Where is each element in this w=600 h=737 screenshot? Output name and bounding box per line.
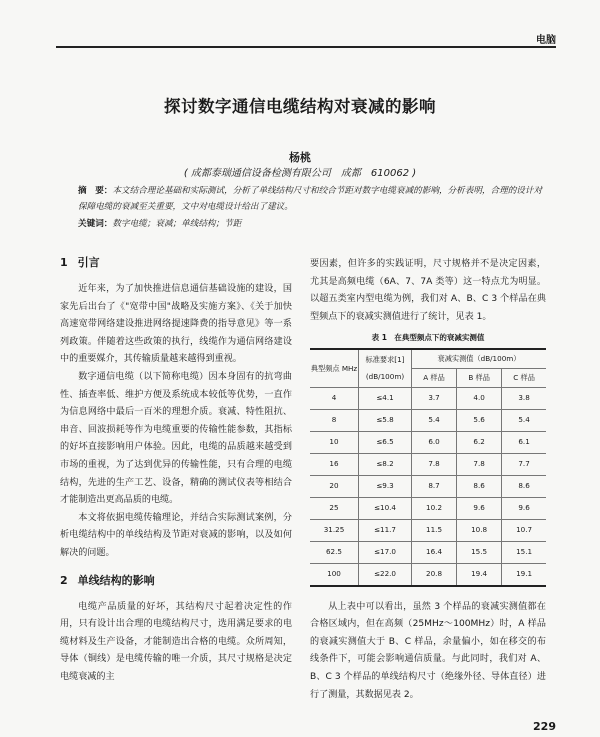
- cell-standard: ≤11.7: [359, 519, 412, 541]
- table-row: [310, 453, 546, 475]
- cell-sample-c: 5.4: [502, 409, 546, 431]
- col-header-sample-c: C 样品: [502, 368, 546, 387]
- running-head: 电脑: [536, 35, 556, 46]
- cell-frequency: 16: [310, 453, 359, 475]
- cell-standard: ≤8.2: [359, 453, 412, 475]
- analysis-paragraph: 从上表中可以看出，虽然 3 个样品的衰减实测值都在合格区域内，但在高频（25MHz～100MHz）时，A 样品的衰减实测值大于 B、C 样品，余量偏小，如在移交的布线条件下，可能会影响通信质量。与此同时，我们对 A、B、C 3 个样品的单线结构尺寸（绝缘外径、导体直径）进行了测量，其数据见表 2。: [310, 601, 546, 700]
- cell-sample-b: 6.2: [457, 431, 502, 453]
- table-row: [310, 475, 546, 497]
- col-header-frequency: 典型频点 MHz: [310, 349, 359, 387]
- author-name: 杨桃: [289, 151, 311, 164]
- cell-sample-b: 15.5: [457, 541, 502, 563]
- cell-frequency: 4: [310, 387, 359, 409]
- cell-standard: ≤9.3: [359, 475, 412, 497]
- section-heading-intro: [60, 255, 292, 271]
- cell-sample-c: 8.6: [502, 475, 546, 497]
- cell-sample-c: 19.1: [502, 563, 546, 586]
- page-number: 229: [533, 720, 556, 733]
- cell-sample-a: 16.4: [412, 541, 457, 563]
- cell-sample-c: 7.7: [502, 453, 546, 475]
- cell-frequency: 20: [310, 475, 359, 497]
- table-row: [310, 563, 546, 586]
- table-row: [310, 409, 546, 431]
- intro-paragraph: 近年来，为了加快推进信息通信基础设施的建设，国家先后出台了《"宽带中国"战略及实施方案》、《关于加快高速宽带网络建设推进网络提速降费的指导意见》等一系列政策。伴随着这些政策的执行，线缆作为通信网络建设中的重要媒介，其传输质量越来越得到重视。: [60, 284, 292, 365]
- cell-sample-b: 7.8: [457, 453, 502, 475]
- cell-sample-a: 7.8: [412, 453, 457, 475]
- cell-sample-c: 9.6: [502, 497, 546, 519]
- cell-sample-c: 6.1: [502, 431, 546, 453]
- cell-sample-b: 10.8: [457, 519, 502, 541]
- cell-standard: ≤4.1: [359, 387, 412, 409]
- section-number: 2: [60, 573, 68, 587]
- cell-sample-b: 19.4: [457, 563, 502, 586]
- cell-frequency: 8: [310, 409, 359, 431]
- cell-standard: ≤22.0: [359, 563, 412, 586]
- paper-title: 探讨数字通信电缆结构对衰减的影响: [164, 97, 436, 116]
- cell-sample-a: 20.8: [412, 563, 457, 586]
- abstract-label: 摘 要：: [78, 186, 113, 196]
- cell-frequency: 62.5: [310, 541, 359, 563]
- col-header-measured: 衰减实测值（dB/100m）: [412, 349, 547, 368]
- cell-sample-a: 11.5: [412, 519, 457, 541]
- left-column: [60, 255, 292, 686]
- cell-frequency: 25: [310, 497, 359, 519]
- cell-standard: ≤10.4: [359, 497, 412, 519]
- cell-sample-c: 3.8: [502, 387, 546, 409]
- structure-paragraph: 电缆产品质量的好坏，其结构尺寸起着决定性的作用，只有设计出合理的电缆结构尺寸，选用满足要求的电缆材料及生产设备，才能制造出合格的电缆。众所周知，导体（铜线）是电缆传输的唯一介质，其尺寸规格是决定电缆衰减的主: [60, 601, 292, 682]
- cell-frequency: 31.25: [310, 519, 359, 541]
- cell-sample-a: 10.2: [412, 497, 457, 519]
- table-caption: 表 1 在典型频点下的衰减实测值: [371, 333, 485, 343]
- right-column: [310, 256, 546, 704]
- continued-paragraph: 要因素，但许多的实践证明，尺寸规格并不是决定因素，尤其是高频电缆（6A、7、7A 类等）这一特点尤为明显。以超五类室内型电缆为例，我们对 A、B、C 3 个样品在典型频点下的衰减实测值进行了统计，见表 1。: [310, 259, 546, 322]
- abstract-block: [78, 183, 546, 232]
- author-affiliation: ( 成都泰瑞通信设备检测有限公司 成都 610062 ): [183, 168, 417, 179]
- section-title: 单线结构的影响: [77, 573, 155, 587]
- cell-sample-b: 9.6: [457, 497, 502, 519]
- cell-sample-a: 8.7: [412, 475, 457, 497]
- keywords-text: 数字电缆；衰减；单线结构；节距: [112, 219, 242, 229]
- keywords-label: 关键词：: [78, 219, 113, 229]
- intro-paragraph: 本文将依据电缆传输理论，并结合实际测试案例，分析电缆结构中的单线结构及节距对衰减的影响，以及如何解决的问题。: [60, 512, 292, 558]
- table-row: [310, 519, 546, 541]
- cell-standard: ≤6.5: [359, 431, 412, 453]
- col-header-standard: 标准要求[1] (dB/100m): [359, 349, 412, 387]
- table-row: [310, 431, 546, 453]
- abstract-text: 本文结合理论基础和实际测试，分析了单线结构尺寸和绞合节距对数字电缆衰减的影响，分析表明，合理的设计对保障电缆的衰减至关重要，文中对电缆设计给出了建议。: [78, 186, 543, 212]
- table-row: [310, 497, 546, 519]
- cell-standard: ≤17.0: [359, 541, 412, 563]
- section-title: 引言: [77, 256, 100, 269]
- table-row: [310, 387, 546, 409]
- cell-sample-b: 5.6: [457, 409, 502, 431]
- col-header-sample-b: B 样品: [457, 368, 502, 387]
- header-rule: [56, 46, 556, 48]
- cell-sample-a: 6.0: [412, 431, 457, 453]
- keywords: [78, 216, 546, 232]
- cell-sample-b: 4.0: [457, 387, 502, 409]
- attenuation-table: [310, 348, 546, 586]
- cell-sample-b: 8.6: [457, 475, 502, 497]
- cell-sample-a: 5.4: [412, 409, 457, 431]
- cell-sample-c: 15.1: [502, 541, 546, 563]
- cell-sample-c: 10.7: [502, 519, 546, 541]
- intro-paragraph: 数字通信电缆（以下简称电缆）因本身固有的抗弯曲性、插查率低、维护方便及系统成本较低等优势，一直作为信息网络中最后一百米的理想介质。衰减、特性阻抗、串音、回波损耗等作为电缆重要的传输性能参数，其指标的好坏直接影响用户体验。因此，电缆的品质越来越受到市场的重视，为了达到优异的传输性能，只有合理的电缆结构，先进的生产工艺、设备，精确的测试仪表等相结合才能制造出更高品质的电缆。: [60, 371, 292, 506]
- table-row: [310, 541, 546, 563]
- section-heading-structure: [60, 573, 292, 589]
- cell-sample-a: 3.7: [412, 387, 457, 409]
- cell-standard: ≤5.8: [359, 409, 412, 431]
- abstract: [78, 183, 546, 215]
- cell-frequency: 100: [310, 563, 359, 586]
- section-number: 1: [60, 256, 68, 269]
- cell-frequency: 10: [310, 431, 359, 453]
- col-header-sample-a: A 样品: [412, 368, 457, 387]
